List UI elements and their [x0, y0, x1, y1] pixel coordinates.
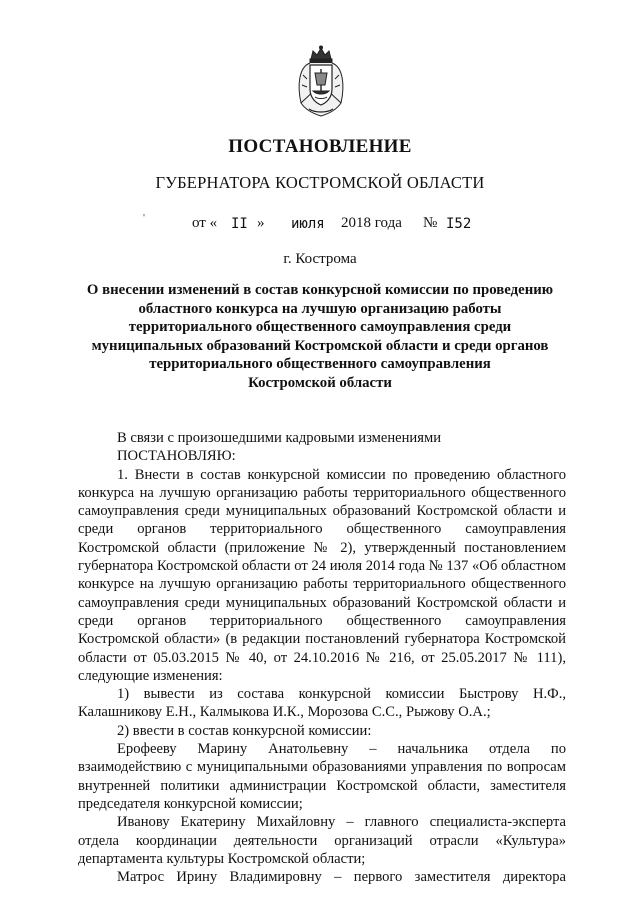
coat-of-arms-emblem: [293, 45, 349, 119]
document-body: [78, 429, 566, 886]
heading-line: Костромской области: [248, 374, 392, 391]
heading-line: областного конкурса на лучшую организацию работы: [138, 300, 502, 317]
margin-mark: ': [143, 212, 145, 224]
heading-line: территориального общественного самоуправления среди: [128, 319, 512, 335]
number-sign: №: [423, 215, 438, 231]
document-title: ПОСТАНОВЛЕНИЕ: [228, 136, 412, 157]
body-paragraph: В связи с произошедшими кадровыми изменениями: [117, 430, 441, 446]
body-paragraph: 1. Внести в состав конкурсной комиссии по проведению областного конкурса на лучшую организацию работы территориального общественного самоуправления среди муниципальных образований Костромской области и среди органов территориального общественного самоуправления Костромской области (приложение № 2), утвержденный постановлением губернатора Костромской области от 24 июля 2014 года № 137 «Об областном конкурсе на лучшую организацию работы территориального общественного самоуправления среди муниципальных образований Костромской области и среди органов территориального общественного самоуправления Костромской области» (в редакции постановлений губернатора Костромской области от 05.03.2015 № 40, от 24.10.2016 № 216, от 25.05.2017 № 111), следующие изменения:: [78, 466, 566, 684]
document-heading: [78, 281, 562, 392]
date-month: июля: [291, 216, 325, 232]
heading-line: муниципальных образований Костромской области и среди органов: [91, 337, 549, 354]
date-year: 2018 года: [341, 215, 402, 231]
issuer-title: ГУБЕРНАТОРА КОСТРОМСКОЙ ОБЛАСТИ: [155, 173, 485, 192]
date-line: [0, 215, 640, 237]
date-close-quote: »: [257, 215, 265, 231]
date-day: II: [231, 216, 248, 232]
body-paragraph: Ерофееву Марину Анатольевну – начальника отдела по взаимодействию с муниципальными образованиями управления по вопросам внутренней политики администрации Костромской области, заместителя председателя конкурсной комиссии;: [78, 741, 566, 812]
heading-line: О внесении изменений в состав конкурсной комиссии по проведению: [86, 282, 554, 298]
city-name: г. Кострома: [283, 251, 357, 267]
body-paragraph: 1) вывести из состава конкурсной комиссии Быстрову Н.Ф., Калашникову Е.Н., Калмыкова И.К., Морозова С.С., Рыжову О.А.;: [78, 686, 566, 721]
document-number: I52: [446, 216, 472, 232]
body-paragraph: ПОСТАНОВЛЯЮ:: [117, 448, 236, 465]
body-paragraph: Матрос Ирину Владимировну – первого заместителя директора: [117, 869, 566, 886]
body-paragraph: 2) ввести в состав конкурсной комиссии:: [117, 722, 372, 739]
date-prefix: от «: [192, 215, 218, 231]
body-paragraph: Иванову Екатерину Михайловну – главного специалиста-эксперта отдела координации деятельности организаций отрасли «Культура» департамента культуры Костромской области;: [78, 814, 566, 867]
heading-line: территориального общественного самоуправления: [149, 356, 491, 372]
